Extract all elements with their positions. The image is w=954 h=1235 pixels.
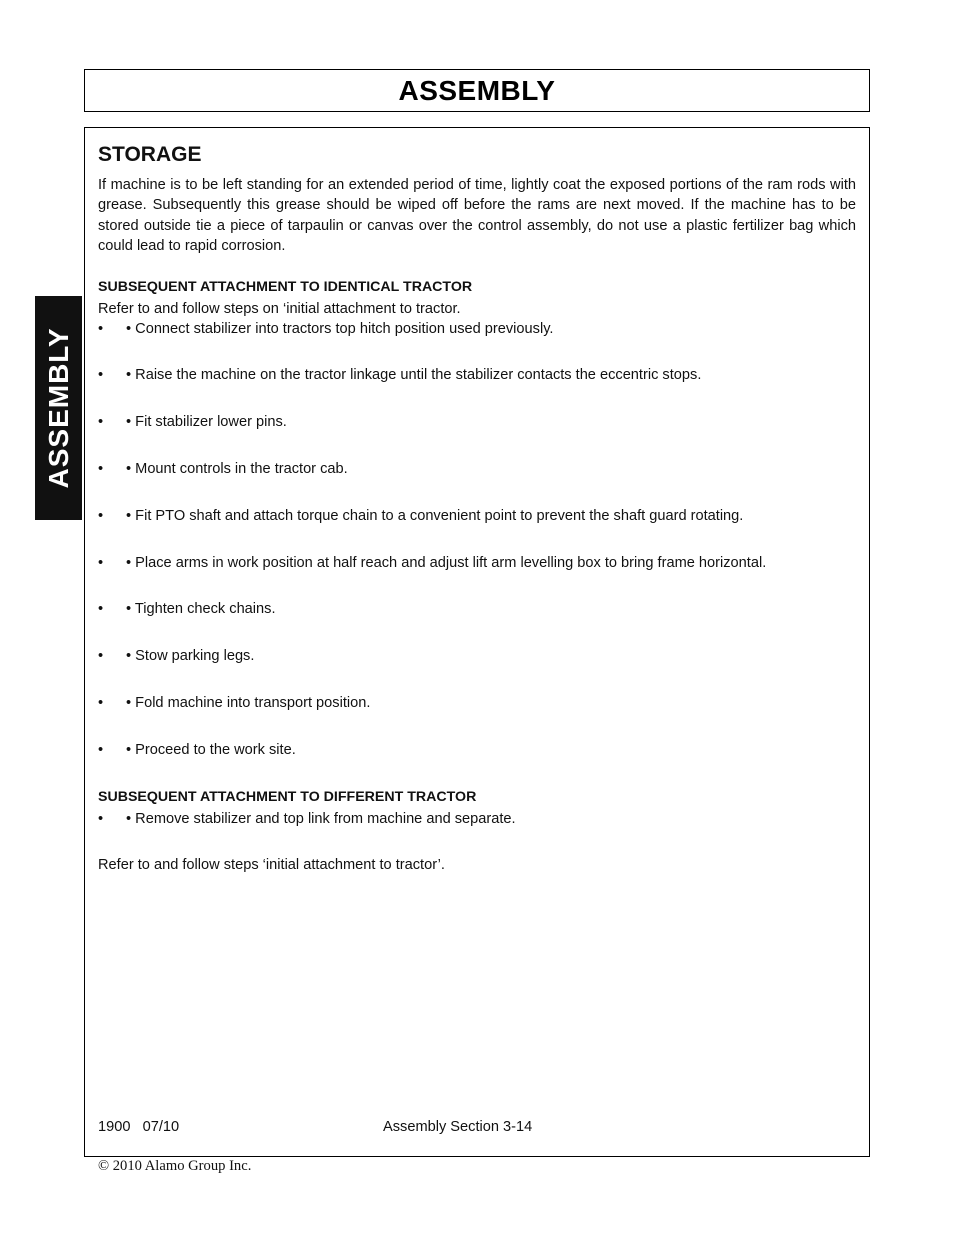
different-tractor-closing: Refer to and follow steps ‘initial attachment to tractor’.	[98, 856, 445, 873]
footer-section-page: Assembly Section 3-14	[383, 1119, 533, 1135]
list-item	[98, 740, 856, 760]
list-item	[98, 646, 856, 666]
header-title: ASSEMBLY	[398, 74, 556, 106]
content-body	[98, 142, 856, 875]
step-text: • Stow parking legs.	[126, 648, 255, 665]
storage-title: STORAGE	[98, 143, 202, 166]
bullet-icon: •	[98, 741, 104, 758]
list-item	[98, 319, 856, 339]
bullet-icon: •	[98, 414, 104, 431]
step-text: • Fold machine into transport position.	[126, 695, 371, 711]
bullet-icon: •	[98, 320, 104, 337]
bullet-icon: •	[98, 648, 104, 665]
list-item	[98, 599, 856, 619]
footer-model-date: 1900 07/10	[98, 1119, 180, 1135]
side-section-tab	[35, 296, 82, 520]
step-text: • Raise the machine on the tractor linkage until the stabilizer contacts the eccentric stops.	[126, 367, 702, 384]
bullet-icon: •	[98, 367, 104, 384]
list-item	[98, 506, 856, 526]
bullet-icon: •	[98, 601, 104, 618]
list-item	[98, 365, 856, 385]
bullet-icon: •	[98, 461, 104, 478]
side-tab-label: ASSEMBLY	[42, 327, 74, 489]
identical-tractor-intro: Refer to and follow steps on ‘initial attachment to tractor.	[98, 300, 461, 317]
bullet-icon: •	[98, 695, 104, 711]
different-tractor-heading: SUBSEQUENT ATTACHMENT TO DIFFERENT TRACTOR	[98, 788, 477, 805]
list-item	[98, 412, 856, 432]
step-text: • Mount controls in the tractor cab.	[126, 461, 348, 478]
storage-paragraph: If machine is to be left standing for an extended period of time, lightly coat the exposed portions of the ram rods with grease. Subsequently this grease should be wiped off before the rams are next moved. If the machine has to be stored outside tie a piece of tarpaulin or canvas over the control assembly, do not use a plastic fertilizer bag which could lead to rapid corrosion.	[98, 177, 856, 255]
step-text: • Fit PTO shaft and attach torque chain to a convenient point to prevent the shaft guard rotating.	[126, 507, 744, 524]
content-frame	[84, 127, 870, 1157]
step-text: • Proceed to the work site.	[126, 741, 296, 758]
list-item	[98, 459, 856, 479]
list-item	[98, 809, 856, 829]
list-item	[98, 553, 856, 573]
identical-tractor-heading: SUBSEQUENT ATTACHMENT TO IDENTICAL TRACTOR	[98, 278, 473, 295]
header-banner	[84, 69, 870, 112]
step-text: • Fit stabilizer lower pins.	[126, 414, 287, 431]
bullet-icon: •	[98, 507, 104, 524]
step-text: • Connect stabilizer into tractors top hitch position used previously.	[126, 320, 554, 337]
list-item	[98, 693, 856, 713]
identical-tractor-steps	[98, 319, 856, 760]
step-text: • Place arms in work position at half reach and adjust lift arm levelling box to bring frame horizontal.	[126, 554, 767, 571]
copyright-notice: © 2010 Alamo Group Inc.	[98, 1158, 252, 1174]
different-tractor-steps	[98, 809, 856, 829]
step-text: • Tighten check chains.	[126, 601, 276, 618]
bullet-icon: •	[98, 554, 104, 571]
bullet-icon: •	[98, 810, 104, 827]
step-text: • Remove stabilizer and top link from machine and separate.	[126, 810, 516, 827]
